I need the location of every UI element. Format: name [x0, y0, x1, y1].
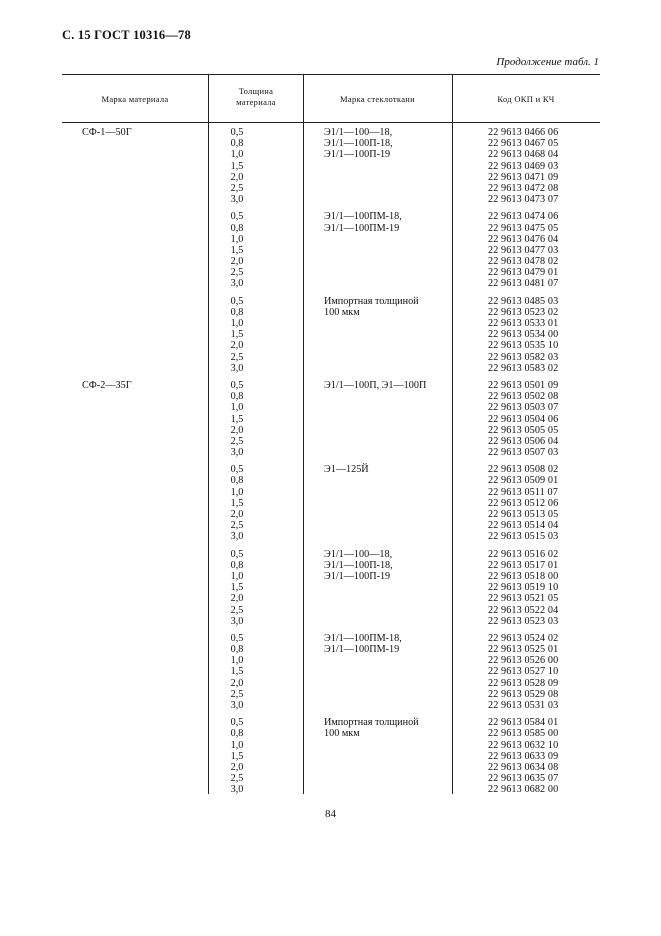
- thickness-cell: 0,5: [230, 464, 244, 476]
- table-row: [62, 149, 600, 160]
- table-row: [62, 498, 600, 509]
- fabric-cell: Э1/1—100ПМ-19: [324, 222, 400, 234]
- table-row: [62, 183, 600, 194]
- thickness-cell: 3,0: [230, 784, 244, 796]
- okp-code-cell: 22 9613 0477 03: [488, 244, 559, 256]
- okp-code-cell: 22 9613 0509 01: [488, 475, 559, 487]
- okp-code-cell: 22 9613 0471 09: [488, 171, 559, 183]
- thickness-cell: 1,5: [230, 497, 244, 509]
- thickness-cell: 1,0: [230, 739, 244, 751]
- table-row: [62, 644, 600, 655]
- table-row: [62, 531, 600, 542]
- thickness-cell: 3,0: [230, 615, 244, 627]
- table-row: [62, 436, 600, 447]
- table-row: [62, 605, 600, 616]
- thickness-cell: 0,8: [230, 222, 244, 234]
- col-header-code: Код ОКП и КЧ: [497, 94, 555, 104]
- thickness-cell: 2,5: [230, 351, 244, 363]
- thickness-cell: 3,0: [230, 700, 244, 711]
- table-row: [62, 234, 600, 245]
- thickness-cell: 3,0: [230, 447, 244, 459]
- fabric-cell: Э1/1—100ПМ-18,: [324, 211, 402, 223]
- thickness-cell: 2,5: [230, 520, 244, 532]
- thickness-cell: 1,0: [230, 570, 244, 582]
- okp-code-cell: 22 9613 0485 03: [488, 295, 559, 307]
- table-row: [62, 402, 600, 413]
- table-row: [62, 161, 600, 172]
- table-row: [62, 127, 600, 138]
- table-row: [62, 549, 600, 560]
- okp-code-cell: 22 9613 0525 01: [488, 644, 559, 656]
- okp-code-cell: 22 9613 0472 08: [488, 182, 559, 194]
- col-header-fabric: Марка стеклоткани: [340, 94, 415, 104]
- table-row: [62, 447, 600, 458]
- okp-code-cell: 22 9613 0521 05: [488, 593, 559, 605]
- thickness-cell: 2,5: [230, 435, 244, 447]
- okp-code-cell: 22 9613 0506 04: [488, 435, 559, 447]
- table-row-group: [62, 211, 600, 289]
- thickness-cell: 2,0: [230, 593, 244, 605]
- table-row: [62, 509, 600, 520]
- table-row: [62, 689, 600, 700]
- table-continuation-note: Продолжение табл. 1: [496, 56, 599, 68]
- thickness-cell: 1,5: [230, 750, 244, 762]
- table-row: [62, 278, 600, 289]
- table-row: [62, 307, 600, 318]
- okp-code-cell: 22 9613 0504 06: [488, 413, 559, 425]
- table-row: [62, 616, 600, 627]
- table-row: [62, 340, 600, 351]
- table-row: [62, 464, 600, 475]
- col-header-thickness: Толщина материала: [236, 86, 276, 107]
- okp-code-cell: 22 9613 0512 06: [488, 497, 559, 509]
- table-body: [62, 127, 600, 802]
- okp-code-cell: 22 9613 0473 07: [488, 194, 559, 206]
- okp-code-cell: 22 9613 0467 05: [488, 138, 559, 150]
- table-row: [62, 633, 600, 644]
- table-row: [62, 700, 600, 711]
- page-header: С. 15 ГОСТ 10316—78: [62, 28, 191, 42]
- table-row: [62, 223, 600, 234]
- table-row-group: [62, 464, 600, 542]
- thickness-cell: 1,0: [230, 318, 244, 329]
- thickness-cell: 2,0: [230, 509, 244, 520]
- okp-code-cell: 22 9613 0523 03: [488, 615, 559, 627]
- table-row: [62, 571, 600, 582]
- okp-code-cell: 22 9613 0468 04: [488, 149, 559, 161]
- table-header-rule: [62, 122, 600, 123]
- fabric-cell: Э1/1—100ПМ-18,: [324, 632, 402, 644]
- table-row: [62, 245, 600, 256]
- fabric-cell: 100 мкм: [324, 306, 360, 318]
- thickness-cell: 2,0: [230, 761, 244, 773]
- table-row: [62, 296, 600, 307]
- table-row: [62, 391, 600, 402]
- table-row-group: [62, 127, 600, 205]
- thickness-cell: 2,0: [230, 424, 244, 436]
- okp-code-cell: 22 9613 0533 01: [488, 318, 559, 329]
- table-row-group: [62, 633, 600, 711]
- table-row-group: [62, 380, 600, 458]
- thickness-cell: 2,5: [230, 604, 244, 616]
- table-row: [62, 194, 600, 205]
- thickness-cell: 0,8: [230, 559, 244, 571]
- okp-code-cell: 22 9613 0535 10: [488, 340, 559, 352]
- okp-code-cell: 22 9613 0474 06: [488, 211, 559, 223]
- table-row: [62, 773, 600, 784]
- thickness-cell: 2,0: [230, 256, 244, 268]
- thickness-cell: 2,0: [230, 677, 244, 689]
- table-row: [62, 487, 600, 498]
- okp-code-cell: 22 9613 0582 03: [488, 351, 559, 363]
- thickness-cell: 1,5: [230, 666, 244, 678]
- fabric-cell: Э1/1—100—18,: [324, 127, 393, 138]
- thickness-cell: 0,5: [230, 127, 244, 138]
- okp-code-cell: 22 9613 0682 00: [488, 784, 559, 796]
- table-row: [62, 593, 600, 604]
- thickness-cell: 0,8: [230, 644, 244, 656]
- material-cell: СФ-1—50Г: [82, 127, 132, 138]
- thickness-cell: 2,5: [230, 182, 244, 194]
- thickness-cell: 2,0: [230, 171, 244, 183]
- okp-code-cell: 22 9613 0507 03: [488, 447, 559, 459]
- thickness-cell: 0,5: [230, 379, 244, 391]
- thickness-cell: 1,5: [230, 329, 244, 341]
- fabric-cell: Э1/1—100П-18,: [324, 559, 393, 571]
- okp-code-cell: 22 9613 0632 10: [488, 739, 559, 751]
- table-row: [62, 352, 600, 363]
- okp-code-cell: 22 9613 0466 06: [488, 127, 559, 138]
- table-row: [62, 425, 600, 436]
- okp-code-cell: 22 9613 0517 01: [488, 559, 559, 571]
- thickness-cell: 1,0: [230, 486, 244, 498]
- okp-code-cell: 22 9613 0475 05: [488, 222, 559, 234]
- okp-code-cell: 22 9613 0523 02: [488, 306, 559, 318]
- okp-code-cell: 22 9613 0522 04: [488, 604, 559, 616]
- thickness-cell: 2,0: [230, 340, 244, 352]
- table-row: [62, 414, 600, 425]
- okp-code-cell: 22 9613 0518 00: [488, 570, 559, 582]
- table-row: [62, 318, 600, 329]
- table-row-group: [62, 296, 600, 374]
- table-row: [62, 172, 600, 183]
- thickness-cell: 2,5: [230, 773, 244, 785]
- thickness-cell: 2,5: [230, 688, 244, 700]
- thickness-cell: 0,5: [230, 548, 244, 560]
- thickness-cell: 1,5: [230, 413, 244, 425]
- okp-code-cell: 22 9613 0481 07: [488, 278, 559, 290]
- okp-code-cell: 22 9613 0534 00: [488, 329, 559, 341]
- table-row: [62, 751, 600, 762]
- fabric-cell: Э1/1—100П, Э1—100П: [324, 379, 427, 391]
- fabric-cell: Э1—125Й: [324, 464, 369, 476]
- okp-code-cell: 22 9613 0585 00: [488, 728, 559, 740]
- table-row: [62, 762, 600, 773]
- table-row: [62, 666, 600, 677]
- okp-code-cell: 22 9613 0478 02: [488, 256, 559, 268]
- table-row: [62, 728, 600, 739]
- thickness-cell: 0,8: [230, 138, 244, 150]
- table-row: [62, 138, 600, 149]
- thickness-cell: 0,5: [230, 211, 244, 223]
- thickness-cell: 0,8: [230, 475, 244, 487]
- thickness-cell: 0,5: [230, 295, 244, 307]
- okp-code-cell: 22 9613 0515 03: [488, 531, 559, 543]
- thickness-cell: 1,0: [230, 402, 244, 414]
- okp-code-cell: 22 9613 0634 08: [488, 761, 559, 773]
- okp-code-cell: 22 9613 0516 02: [488, 548, 559, 560]
- thickness-cell: 0,8: [230, 391, 244, 403]
- okp-code-cell: 22 9613 0479 01: [488, 267, 559, 279]
- table-row: [62, 520, 600, 531]
- okp-code-cell: 22 9613 0501 09: [488, 379, 559, 391]
- okp-code-cell: 22 9613 0505 05: [488, 424, 559, 436]
- okp-code-cell: 22 9613 0635 07: [488, 773, 559, 785]
- okp-code-cell: 22 9613 0508 02: [488, 464, 559, 476]
- fabric-cell: Импортная толщиной: [324, 717, 419, 729]
- okp-code-cell: 22 9613 0524 02: [488, 632, 559, 644]
- thickness-cell: 1,5: [230, 244, 244, 256]
- thickness-cell: 1,0: [230, 233, 244, 245]
- fabric-cell: Э1/1—100П-18,: [324, 138, 393, 150]
- thickness-cell: 1,0: [230, 149, 244, 161]
- table-row: [62, 329, 600, 340]
- okp-code-cell: 22 9613 0528 09: [488, 677, 559, 689]
- okp-code-cell: 22 9613 0526 00: [488, 655, 559, 667]
- fabric-cell: 100 мкм: [324, 728, 360, 740]
- okp-code-cell: 22 9613 0476 04: [488, 233, 559, 245]
- table-row: [62, 678, 600, 689]
- fabric-cell: Э1/1—100—18,: [324, 548, 393, 560]
- okp-code-cell: 22 9613 0469 03: [488, 160, 559, 172]
- okp-code-cell: 22 9613 0519 10: [488, 582, 559, 594]
- okp-code-cell: 22 9613 0583 02: [488, 362, 559, 374]
- okp-code-cell: 22 9613 0527 10: [488, 666, 559, 678]
- table-row: [62, 363, 600, 374]
- material-cell: СФ-2—35Г: [82, 379, 132, 391]
- col-header-material: Марка материала: [101, 94, 169, 104]
- okp-code-cell: 22 9613 0511 07: [488, 486, 558, 498]
- okp-code-cell: 22 9613 0503 07: [488, 402, 559, 414]
- okp-code-cell: 22 9613 0514 04: [488, 520, 559, 532]
- thickness-cell: 0,8: [230, 306, 244, 318]
- okp-code-cell: 22 9613 0513 05: [488, 509, 559, 520]
- table-row: [62, 267, 600, 278]
- thickness-cell: 3,0: [230, 531, 244, 543]
- table-top-rule: [62, 74, 600, 75]
- table-row-group: [62, 717, 600, 795]
- fabric-cell: Э1/1—100П-19: [324, 570, 391, 582]
- thickness-cell: 2,5: [230, 267, 244, 279]
- thickness-cell: 1,5: [230, 582, 244, 594]
- thickness-cell: 3,0: [230, 278, 244, 290]
- okp-code-cell: 22 9613 0633 09: [488, 750, 559, 762]
- table-row: [62, 380, 600, 391]
- table-row: [62, 211, 600, 222]
- thickness-cell: 0,5: [230, 717, 244, 729]
- table-row: [62, 784, 600, 795]
- okp-code-cell: 22 9613 0584 01: [488, 717, 559, 729]
- okp-code-cell: 22 9613 0529 08: [488, 688, 559, 700]
- table-row: [62, 582, 600, 593]
- okp-code-cell: 22 9613 0502 08: [488, 391, 559, 403]
- table-row: [62, 560, 600, 571]
- thickness-cell: 3,0: [230, 362, 244, 374]
- thickness-cell: 1,5: [230, 160, 244, 172]
- table-row: [62, 717, 600, 728]
- thickness-cell: 1,0: [230, 655, 244, 667]
- okp-code-cell: 22 9613 0531 03: [488, 700, 559, 711]
- thickness-cell: 3,0: [230, 194, 244, 206]
- table-row: [62, 655, 600, 666]
- table-row: [62, 256, 600, 267]
- fabric-cell: Э1/1—100ПМ-19: [324, 644, 400, 656]
- fabric-cell: Импортная толщиной: [324, 295, 419, 307]
- page-number: 84: [325, 808, 336, 820]
- thickness-cell: 0,8: [230, 728, 244, 740]
- table-row: [62, 475, 600, 486]
- thickness-cell: 0,5: [230, 632, 244, 644]
- table-row: [62, 740, 600, 751]
- table-row-group: [62, 549, 600, 627]
- fabric-cell: Э1/1—100П-19: [324, 149, 391, 161]
